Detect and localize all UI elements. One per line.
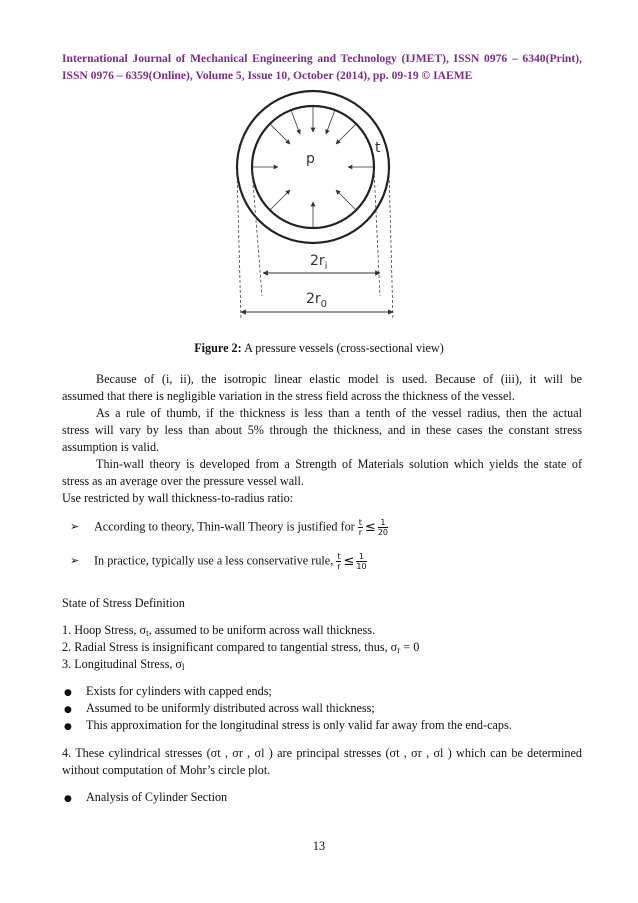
paragraph-model-line-2: assumed that there is negligible variation in the stress field across the thickness of the vessel. — [62, 389, 515, 403]
item-radial-stress: 2. Radial Stress is insignificant compared to tangential stress, thus, $\sigma_r = 0$ — [62, 640, 420, 655]
paragraph-rule-line-1: As a rule of thumb, if the thickness is less than a tenth of the vessel radius, then the actual — [96, 406, 582, 420]
bullet-icon: ● — [64, 688, 72, 698]
leq-symbol: ≤ — [343, 554, 355, 569]
inner-diameter-label — [310, 253, 327, 272]
bullet-theory-text: According to theory, Thin-wall Theory is justified for — [94, 519, 355, 534]
dot-item-capped-ends: ● Exists for cylinders with capped ends; — [64, 684, 272, 698]
paragraph-rule-line-2: stress will vary by less than about 5% through the thickness, and in these cases the constant stress — [62, 423, 582, 437]
bullet-icon: ● — [64, 722, 72, 732]
item-hoop-stress: 1. Hoop Stress, $\sigma_t$, assumed to be uniform across wall thickness. — [62, 623, 376, 638]
item-principal-line-2: without computation of Mohr’s circle plot. — [62, 763, 271, 777]
header-line-2: ISSN 0976 – 6359(Online), Volume 5, Issue 10, October (2014), pp. 09-19 © IAEME — [62, 69, 473, 82]
outer-diameter-text: 2r — [306, 291, 321, 307]
state-heading: State of Stress Definition — [62, 596, 185, 610]
outer-diameter-label — [306, 291, 327, 310]
leq-symbol: ≤ — [364, 520, 376, 535]
dot-item-analysis: ● Analysis of Cylinder Section — [64, 790, 228, 804]
pressure-arrows — [252, 106, 374, 228]
arrow-bullet-icon: ➢ — [70, 520, 80, 534]
header-line-1: International Journal of Mechanical Engineering and Technology (IJMET), ISSN 0976 – 6340(Print), — [62, 52, 582, 65]
bullet-icon: ● — [64, 705, 72, 715]
item-principal-stresses — [62, 745, 582, 779]
bullet-practice — [70, 552, 367, 571]
caption-label: Figure 2: — [194, 341, 242, 355]
inner-diameter-text: 2r — [310, 253, 325, 269]
dot-item-approximation: ● This approximation for the longitudinal stress is only valid far away from the end-caps. — [64, 718, 512, 732]
arrow-bullet-icon: ➢ — [70, 554, 80, 568]
page-number: 13 — [312, 839, 326, 853]
item-principal-line-1: 4. These cylindrical stresses (σt , σr , σl ) are principal stresses (σt , σr , σl ) which can be determined — [62, 746, 582, 760]
paragraph-rule-line-3: assumption is valid. — [62, 440, 160, 454]
caption-text: A pressure vessels (cross-sectional view) — [241, 341, 444, 355]
dot-item-uniform: ● Assumed to be uniformly distributed across wall thickness; — [64, 701, 375, 715]
bullet-theory — [70, 518, 388, 537]
ratio-one-tenth: $\frac{1}{10}$ — [356, 552, 367, 571]
restriction-heading: Use restricted by wall thickness-to-radius ratio: — [62, 491, 294, 505]
inner-diameter-sub: i — [324, 261, 328, 272]
ratio-t-over-r: $\frac{t}{r}$ — [337, 552, 341, 571]
bullet-icon: ● — [64, 794, 72, 804]
paragraph-model — [62, 371, 582, 490]
item-longitudinal-stress: 3. Longitudinal Stress, $\sigma_l$ — [62, 657, 185, 672]
paragraph-theory-line-2: stress as an average over the pressure vessel wall. — [62, 474, 304, 488]
outer-diameter-sub: 0 — [320, 299, 328, 310]
figure-caption — [0, 341, 638, 356]
bullet-practice-text: In practice, typically use a less conservative rule, — [94, 553, 334, 568]
ratio-one-twentieth: $\frac{1}{20}$ — [377, 518, 389, 537]
pressure-label: p — [306, 151, 315, 167]
paragraph-theory-line-1: Thin-wall theory is developed from a Strength of Materials solution which yields the state of — [96, 457, 582, 471]
ratio-t-over-r: $\frac{t}{r}$ — [358, 518, 362, 537]
pressure-vessel-figure — [0, 0, 638, 340]
thickness-label: t — [375, 140, 381, 156]
paragraph-model-line-1: Because of (i, ii), the isotropic linear elastic model is used. Because of (iii), it will be — [96, 372, 582, 386]
